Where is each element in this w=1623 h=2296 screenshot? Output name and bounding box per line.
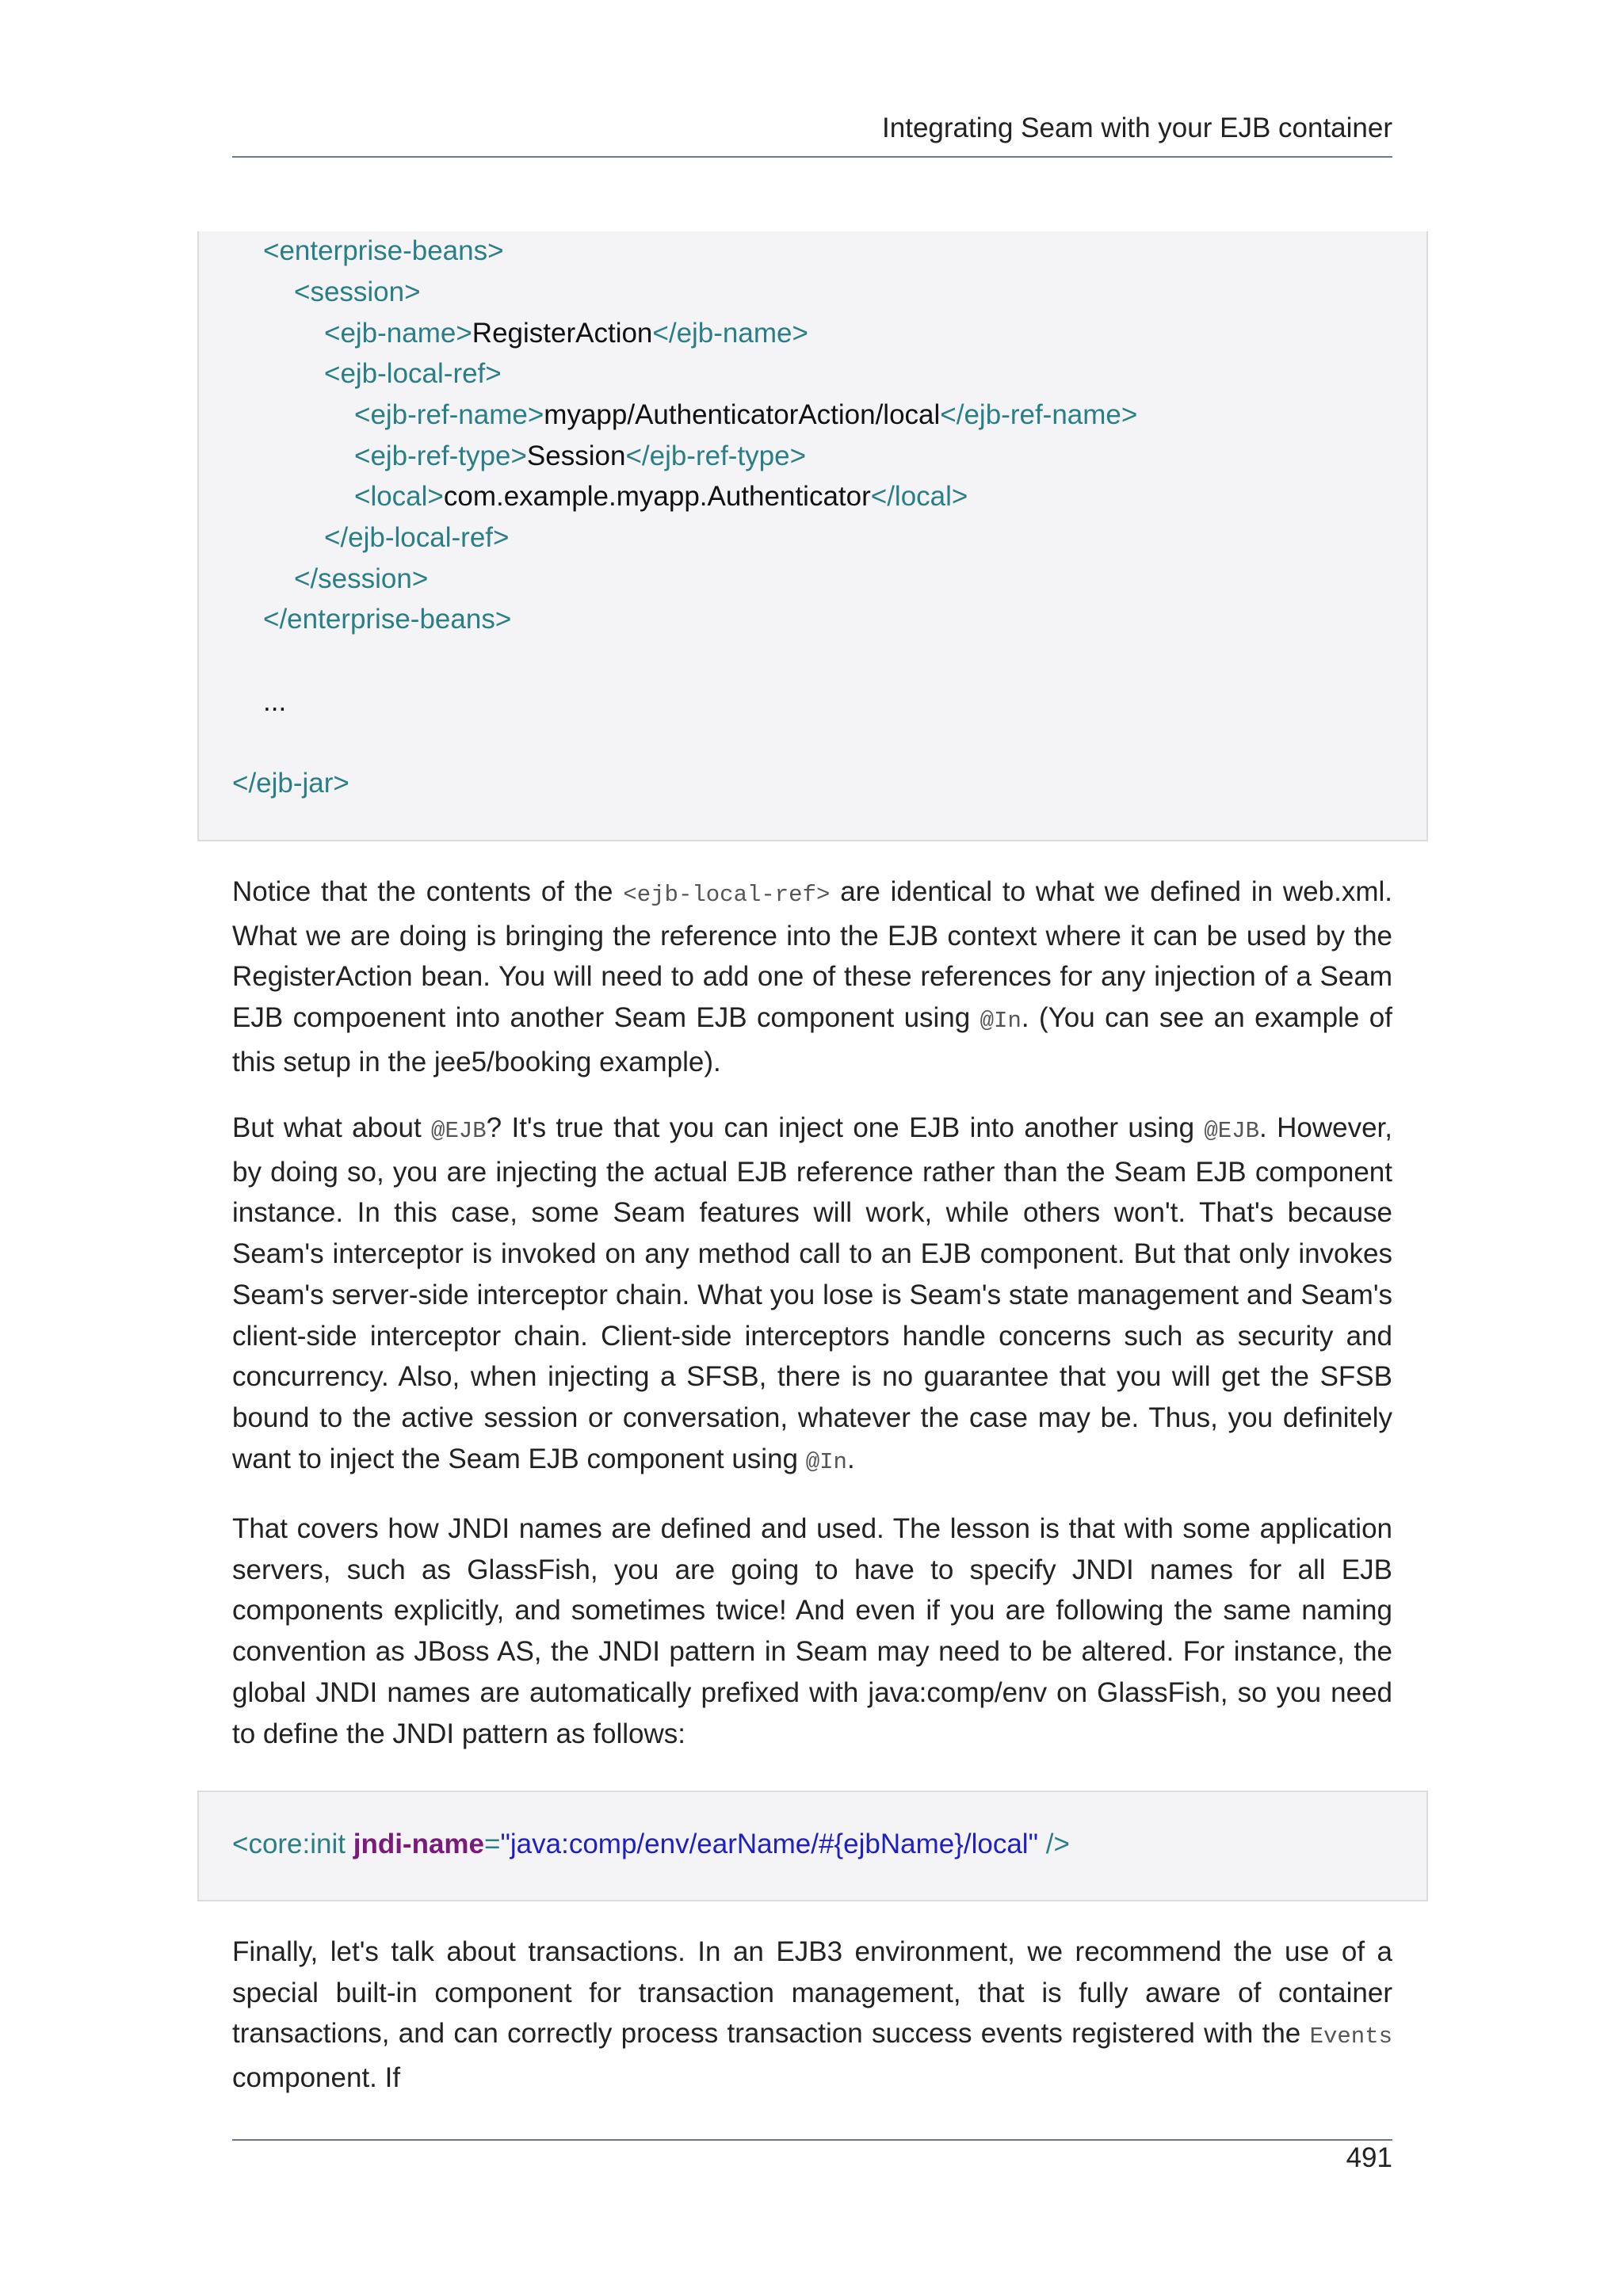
code-tag: <enterprise-beans> [263,235,504,266]
code-tag: </ejb-name> [652,318,808,349]
code-tag: <ejb-ref-name> [354,399,544,430]
code-tag: <local> [354,481,444,512]
code-text: Session [526,441,626,471]
inline-code: @EJB [431,1118,487,1144]
code-tag: <core:init [232,1829,353,1859]
text-run: But what about [232,1112,432,1143]
text-run: are identical to what we defined in web.xml. What we are doing is bringing the reference into the EJB context where it can be used by the RegisterAction bean. You will need to add one of these references for any injection of a Seam EJB compoenent into another Seam EJB component using [232,876,1392,1034]
code-tag: </ejb-ref-type> [625,441,807,471]
code-line-8 [324,522,509,554]
code-text: RegisterAction [472,318,653,349]
code-line-2 [294,277,421,308]
code-tag: /> [1038,1829,1070,1859]
inline-code: <ejb-local-ref> [623,882,831,908]
code-line-7 [354,481,968,513]
text-run: . [846,1443,855,1474]
code-tag: </session> [294,563,429,594]
paragraph [232,871,1392,1083]
code-tag: <ejb-local-ref> [324,358,502,389]
code-tag: </local> [870,481,968,512]
code-line-9 [294,563,428,595]
footer-divider [232,2139,1392,2141]
page-number: 491 [1346,2142,1392,2173]
code-line-4 [324,358,502,390]
code-attribute: jndi-name [353,1829,485,1859]
paragraph [232,1508,1392,1754]
code-tag: </ejb-jar> [232,768,349,799]
text-run: Finally, let's talk about transactions. In an EJB3 environment, we recommend the use of a special built-in component for transaction management, that is fully aware of container transactions, and can correctly process transaction success events registered with the [232,1936,1392,2050]
text-run: Notice that the contents of the [232,876,624,907]
code-line-5 [354,399,1137,431]
code-text: myapp/AuthenticatorAction/local [544,399,941,430]
code-line-11 [263,686,286,718]
code-tag: </ejb-local-ref> [324,522,510,553]
inline-code: @EJB [1204,1118,1260,1144]
running-header: Integrating Seam with your EJB container [882,113,1392,143]
paragraph [232,1108,1392,1482]
code-equals: = [484,1829,501,1859]
code-line-10 [263,604,511,635]
code-tag: <ejb-ref-type> [354,441,527,471]
code-value: "java:comp/env/earName/#{ejbName}/local" [500,1829,1039,1859]
code-line-12 [232,768,349,799]
text-run: . However, by doing so, you are injecting the actual EJB reference rather than the Seam EJB component instance. In this case, some Seam features will work, while others won't. That's because Seam's interceptor is invoked on any method call to an EJB component. But that only invokes Seam's server-side interceptor chain. What you lose is Seam's state management and Seam's client-side interceptor chain. Client-side interceptors handle concerns such as security and concurrency. Also, when injecting a SFSB, there is no guarantee that you will get the SFSB bound to the active session or conversation, whatever the case may be. Thus, you definitely want to inject the Seam EJB component using [232,1112,1392,1474]
code-tag: </enterprise-beans> [263,604,512,635]
text-run: . (You can see an example of this setup in the jee5/booking example). [232,1002,1392,1077]
text-run: That covers how JNDI names are defined and used. The lesson is that with some application servers, such as GlassFish, you are going to have to specify JNDI names for all EJB components explicitly, and sometimes twice! And even if you are following the same naming convention as JBoss AS, the JNDI pattern in Seam may need to be altered. For instance, the global JNDI names are automatically prefixed with java:comp/env on GlassFish, so you need to define the JNDI pattern as follows: [232,1513,1392,1749]
header-divider [232,156,1392,158]
code-line-jndi [232,1829,1070,1860]
inline-code: @In [805,1448,847,1475]
inline-code: Events [1309,2023,1392,2050]
paragraph [232,1932,1392,2099]
code-line-1 [263,235,504,267]
code-tag: </ejb-ref-name> [940,399,1138,430]
text-run: component. If [232,2062,401,2094]
code-line-6 [354,441,806,472]
code-text: com.example.myapp.Authenticator [443,481,871,512]
code-text: ... [263,686,287,717]
code-tag: <session> [294,277,421,307]
text-run: ? It's true that you can inject one EJB into another using [486,1112,1205,1143]
code-line-3 [324,318,808,349]
code-tag: <ejb-name> [324,318,472,349]
inline-code: @In [980,1008,1022,1035]
